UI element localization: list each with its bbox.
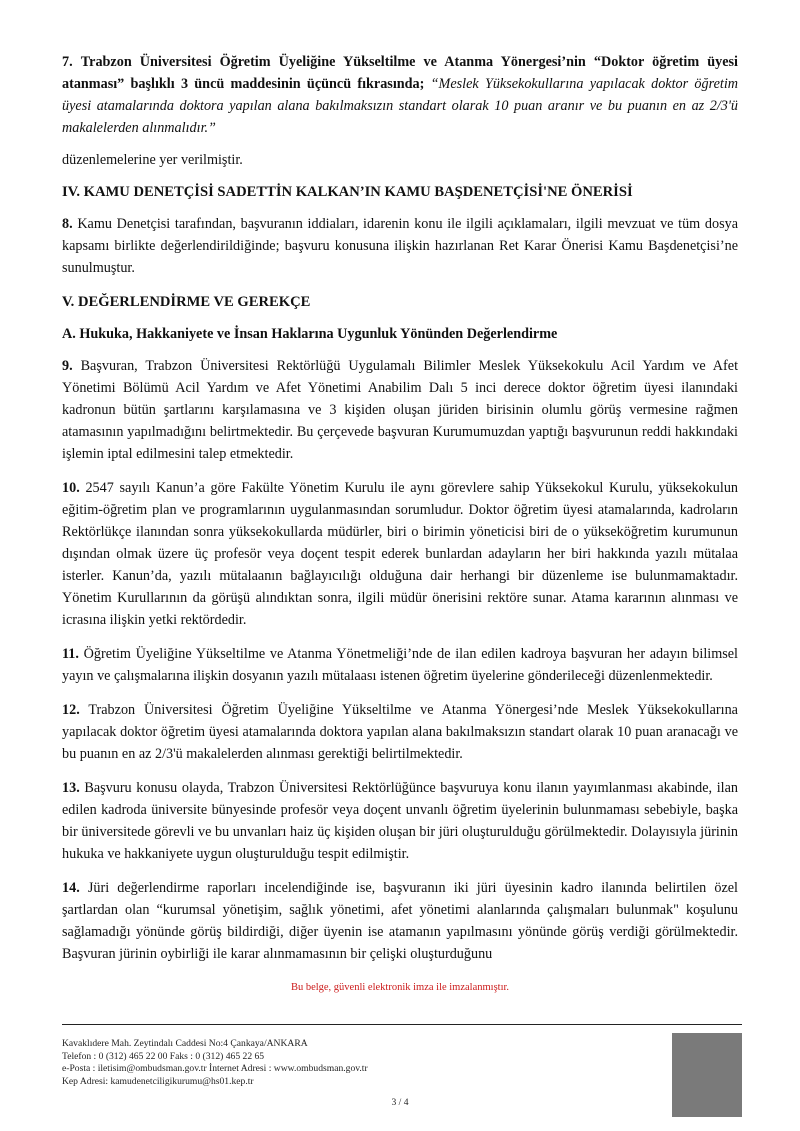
paragraph-7-tail: düzenlemelerine yer verilmiştir. bbox=[62, 152, 243, 168]
document-body bbox=[62, 51, 738, 977]
footer-address: Kavaklıdere Mah. Zeytindalı Caddesi No:4 Çankaya/ANKARA bbox=[62, 1038, 308, 1049]
section-4-heading: IV. KAMU DENETÇİSİ SADETTİN KALKAN’IN KAMU BAŞDENETÇİSİ'NE ÖNERİSİ bbox=[62, 184, 633, 200]
paragraph-14 bbox=[62, 877, 738, 965]
paragraph-text: Öğretim Üyeliğine Yükseltilme ve Atanma Yönetmeliği’nde de ilan edilen kadroya başvuran her adayın bilimsel yayın ve çalışmalarına ilişkin dosyanın yazılı mütalaası istenen öğretim üyelerine gönderileceği düzenlenmektedir. bbox=[62, 646, 739, 684]
paragraph-number: 13. bbox=[62, 780, 80, 796]
paragraph-text: Trabzon Üniversitesi Öğretim Üyeliğine Yükseltilme ve Atanma Yönergesi’nde Meslek Yüksekokullarına yapılacak doktor öğretim üyesi atamalarında doktora yapılan alana bakılmaksızın standart olarak 10 puan aranacağı ve bu puanın en az 2/3'ü makalelerden alınması gerektiği belirtilmektedir. bbox=[62, 702, 738, 762]
footer-kep: Kep Adresi: kamudenetciligikurumu@hs01.kep.tr bbox=[62, 1075, 254, 1087]
paragraph-number: 10. bbox=[62, 480, 80, 496]
paragraph-number: 11. bbox=[62, 646, 79, 662]
paragraph-text: Başvuran, Trabzon Üniversitesi Rektörlüğü Uygulamalı Bilimler Meslek Yüksekokulu Acil Yardım ve Afet Yönetimi Bölümü Acil Yardım ve Afet Yönetimi Anabilim Dalı 5 inci derece doktor öğretim üyesi ilanındaki kadronun bütün şartlarını karşılamasına ve 3 kişiden oluşan jüriden birisinin olumlu görüş vermesine rağmen atamasının yapılmadığını belirtmektedir. Bu çerçevede başvuran Kurumumuzdan yaptığı başvurunun reddi hakkındaki işlemin iptal edilmesini talep etmektedir. bbox=[62, 358, 739, 462]
paragraph-10 bbox=[62, 477, 738, 631]
paragraph-12 bbox=[62, 699, 738, 765]
paragraph-text: Başvuru konusu olayda, Trabzon Üniversitesi Rektörlüğünce başvuruya konu ilanın yayımlanması akabinde, ilan edilen kadroda üniversite bünyesinde profesör veya doçent unvanlı öğretim üyelerinin bulunmaması sebebiyle, başka bir üniversitede görevli ve bu unvanları haiz üç kişiden oluşan bir jüri oluşturulduğu görülmektedir. Dolayısıyla jürinin hukuka ve hakkaniyete uygun oluşturulduğu tespit edilmiştir. bbox=[62, 780, 738, 862]
qr-code-icon bbox=[672, 1033, 742, 1117]
footer-contact bbox=[62, 1038, 368, 1088]
footer-divider bbox=[62, 1024, 742, 1025]
paragraph-text: Kamu Denetçisi tarafından, başvuranın iddiaları, idarenin konu ile ilgili açıklamaları, ilgili mevzuat ve tüm dosya kapsamı birlikte değerlendirildiğinde; başvuru konusuna ilişkin hazırlanan Ret Karar Önerisi Kamu Başdenetçisi’ne sunulmuştur. bbox=[62, 216, 738, 276]
footer-email: e-Posta : iletisim@ombudsman.gov.tr İnternet Adresi : www.ombudsman.gov.tr bbox=[62, 1063, 368, 1074]
paragraph-number: 9. bbox=[62, 358, 73, 374]
paragraph-number: 7. bbox=[62, 54, 73, 70]
paragraph-text: Jüri değerlendirme raporları incelendiğinde ise, başvuranın iki jüri üyesinin kadro ilanında belirtilen özel şartlardan olan “kurumsal yönetişim, sağlık yönetimi, afet yönetimi alanlarında çalışmaları bulunmak" koşulunu sağlamadığı yönünde görüş bildirdiği, diğer üyenin ise atamanın yapılmasını yönünde görüş verdiği görülmektedir. Başvuran jürinin oybirliği ile karar alınmamasının bir çelişki oluşturduğunu bbox=[62, 880, 739, 962]
paragraph-number: 12. bbox=[62, 702, 80, 718]
section-5-subheading: A. Hukuka, Hakkaniyete ve İnsan Haklarına Uygunluk Yönünden Değerlendirme bbox=[62, 326, 558, 342]
paragraph-number: 8. bbox=[62, 216, 73, 232]
paragraph-11 bbox=[62, 643, 738, 687]
paragraph-7-quote: “Meslek Yüksekokullarına yapılacak doktor öğretim üyesi atamalarında doktora yapılan alana bakılmaksızın standart olarak 10 puan aranır ve bu puanın en az 2/3'ü makalelerden alınmalıdır.” bbox=[62, 76, 739, 136]
paragraph-8 bbox=[62, 213, 738, 279]
paragraph-7 bbox=[62, 51, 738, 139]
page-number: 3 / 4 bbox=[391, 1097, 409, 1108]
footer-phone: Telefon : 0 (312) 465 22 00 Faks : 0 (312) 465 22 65 bbox=[62, 1050, 265, 1062]
paragraph-13 bbox=[62, 777, 738, 865]
paragraph-number: 14. bbox=[62, 880, 80, 896]
paragraph-9 bbox=[62, 355, 738, 465]
section-5-heading: V. DEĞERLENDİRME VE GEREKÇE bbox=[62, 294, 311, 310]
paragraph-7-lead: Trabzon Üniversitesi Öğretim Üyeliğine Yükseltilme ve Atanma Yönergesi’nin “Doktor öğretim üyesi atanması” başlıklı 3 üncü maddesinin üçüncü fıkrasında; bbox=[62, 54, 739, 92]
e-signature-notice: Bu belge, güvenli elektronik imza ile imzalanmıştır. bbox=[290, 982, 510, 993]
paragraph-text: 2547 sayılı Kanun’a göre Fakülte Yönetim Kurulu ile aynı görevlere sahip Yüksekokul Kurulu, yüksekokulun eğitim-öğretim plan ve programlarının uygulanmasından sorumludur. Doktor öğretim üyesi atamalarında, kadroların Rektörlükçe ilanından sonra yüksekokullarda müdürler, biri o birimin yöneticisi biri de o yükseköğretim kurumunun dışından olmak üzere üç profesör veya doçent tespit ederek bunlardan adayların her biri hakkında yazılı mütalaa isterler. Kanun’da, yazılı mütalaanın bağlayıcılığı olduğuna dair herhangi bir düzenleme ise bulunmamaktadır. Yönetim Kurullarının da görüşü alındıktan sonra, ilgili müdür önerisini rektöre sunar. Atama kararının alınması ve icrasına ilişkin yetki rektördedir. bbox=[62, 480, 739, 628]
